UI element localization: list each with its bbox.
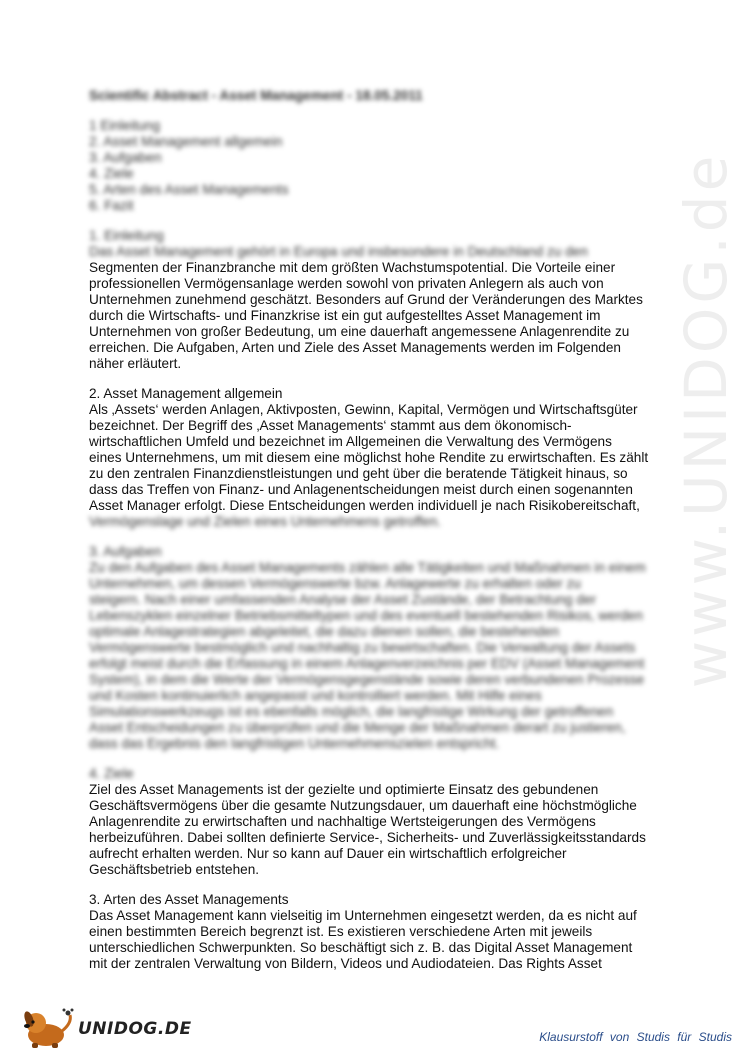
paragraph-line: einen bestimmten Bereich begrenzt ist. Es existieren verschiedene Arten mit jeweils [89,924,593,939]
paragraph-line: dass das Ergebnis den langfristigen Unternehmenszielen entspricht. [89,736,500,751]
section-heading: 3. Aufgaben [89,544,162,559]
paragraph-line: wirtschaftlichen Umfeld und bezeichnet im Allgemeinen die Verwaltung des Vermögens [89,434,612,449]
watermark: www.UNIDOG.de [672,151,740,689]
paragraph-line: Unternehmen zunehmend geschätzt. Besonders auf Grund der Veränderungen des Marktes [89,292,643,307]
paragraph-line: Als ‚Assets‘ werden Anlagen, Aktivposten, Gewinn, Kapital, Vermögen und Wirtschaftsgüter [89,402,638,417]
paragraph-line: Geschäftsvermögens über die gesamte Nutzungsdauer, um dauerhaft eine höchstmögliche [89,798,637,813]
paragraph-line: Lebenszyklen einzelner Betriebsmitteltypen und des eventuell bestehenden Risikos, werden [89,608,643,623]
paragraph-line: Das Asset Management gehört in Europa und insbesondere in Deutschland zu den [89,244,588,259]
paragraph-line: Geschäftsbetrieb entstehen. [89,862,260,877]
paragraph-line: zu den zentralen Finanzdienstleistungen und geht über die beratende Tätigkeit hinaus, so [89,466,628,481]
toc-item: 5. Arten des Asset Managements [89,182,289,197]
paragraph-line: Unternehmen, um dessen Vermögenswerte bzw. Anlagewerte zu erhalten oder zu [89,576,581,591]
paragraph-line: Anlagenrendite zu erwirtschaften und nachhaltige Wertsteigerungen des Vermögens [89,814,596,829]
paragraph-line: erreichen. Die Aufgaben, Arten und Ziele des Asset Managements werden im Folgenden [89,340,621,355]
paragraph-line: Simulationswerkzeugs ist es ebenfalls möglich, die langfristige Wirkung der getroffenen [89,704,614,719]
document-title: Scientific Abstract - Asset Management - 18.05.2011 [89,88,423,103]
document-section [89,228,649,372]
paragraph-line: professionellen Vermögensanlage werden sowohl von privaten Anlegern als auch von [89,276,604,291]
paragraph-line: herbeizuführen. Dabei sollten definierte Service-, Sicherheits- und Zuverlässigkeitsstandards [89,830,646,845]
paragraph-line: durch die Wirtschafts- und Finanzkrise ist ein gut aufgestelltes Asset Management im [89,308,601,323]
sections-container [89,228,649,972]
paragraph-line: Asset Manager erfolgt. Diese Entscheidungen werden individuell je nach Risikobereitschaft, [89,498,640,513]
document-section [89,766,649,878]
paragraph-line: aufrecht erhalten werden. Nur so kann auf Dauer ein wirtschaftlich erfolgreicher [89,846,567,861]
paragraph-line: optimale Anlagestrategien abgeleitet, die dazu dienen sollen, die bestehenden [89,624,560,639]
footer-tagline: Klausurstoff von Studis für Studis [539,1030,732,1044]
paragraph-line: eines Unternehmens, um mit diesem eine möglichst hohe Rendite zu erwirtschaften. Es zählt [89,450,649,465]
paragraph-line: dass das Treffen von Finanz- und Anlagenentscheidungen meist durch einen sogenannten [89,482,633,497]
paragraph-line: bezeichnet. Der Begriff des ‚Asset Managements‘ stammt aus dem ökonomisch- [89,418,572,433]
toc-item: 2. Asset Management allgemein [89,134,283,149]
toc-item: 4. Ziele [89,166,134,181]
paragraph-line: System), in dem die Werte der Vermögensgegenstände sowie deren verbundenen Prozesse [89,672,645,687]
paragraph-line: Unternehmen von großer Bedeutung, um eine dauerhaft angemessene Anlagenrendite zu [89,324,630,339]
logo-text: UNIDOG.DE [78,1019,192,1039]
document-body [89,88,649,986]
paragraph-line: mit der zentralen Verwaltung von Bildern, Videos und Audiodateien. Das Rights Asset [89,956,602,971]
section-heading: 4. Ziele [89,766,134,781]
paragraph-line: unterschiedlichen Schwerpunkten. So beschäftigt sich z. B. das Digital Asset Management [89,940,633,955]
unidog-logo [22,1005,192,1049]
paragraph-line: erfolgt meist durch die Erfassung in einem Anlagenverzeichnis per EDV (Asset Management [89,656,645,671]
section-heading: 1. Einleitung [89,228,164,243]
paragraph-line: Vermögenswerte bestmöglich und nachhaltig zu bewirtschaften. Die Verwaltung der Assets [89,640,636,655]
section-heading: 3. Arten des Asset Managements [89,892,289,907]
paragraph-line: Vermögenslage und Zielen eines Unternehmens getroffen. [89,514,441,529]
dog-mascot-icon [22,1005,76,1049]
table-of-contents [89,118,649,214]
toc-item: 6. Fazit [89,198,134,213]
paragraph-line: Zu den Aufgaben des Asset Managements zählen alle Tätigkeiten und Maßnahmen in einem [89,560,646,575]
paragraph-line: und Kosten kontinuierlich angepasst und kontrolliert werden. Mit Hilfe eines [89,688,542,703]
document-section [89,386,649,530]
paragraph-line: Das Asset Management kann vielseitig im Unternehmen eingesetzt werden, da es nicht auf [89,908,637,923]
paragraph-line: Segmenten der Finanzbranche mit dem größten Wachstumspotential. Die Vorteile einer [89,260,616,275]
paragraph-line: steigern. Nach einer umfassenden Analyse der Asset Zustände, der Betrachtung der [89,592,597,607]
toc-item: 3. Aufgaben [89,150,162,165]
section-heading: 2. Asset Management allgemein [89,386,283,401]
paragraph-line: Ziel des Asset Managements ist der gezielte und optimierte Einsatz des gebundenen [89,782,599,797]
document-section [89,544,649,752]
paragraph-line: näher erläutert. [89,356,182,371]
document-section [89,892,649,972]
toc-item: 1 Einleitung [89,118,161,133]
paragraph-line: Asset Entscheidungen zu überprüfen und die Menge der Maßnahmen derart zu justieren, [89,720,626,735]
